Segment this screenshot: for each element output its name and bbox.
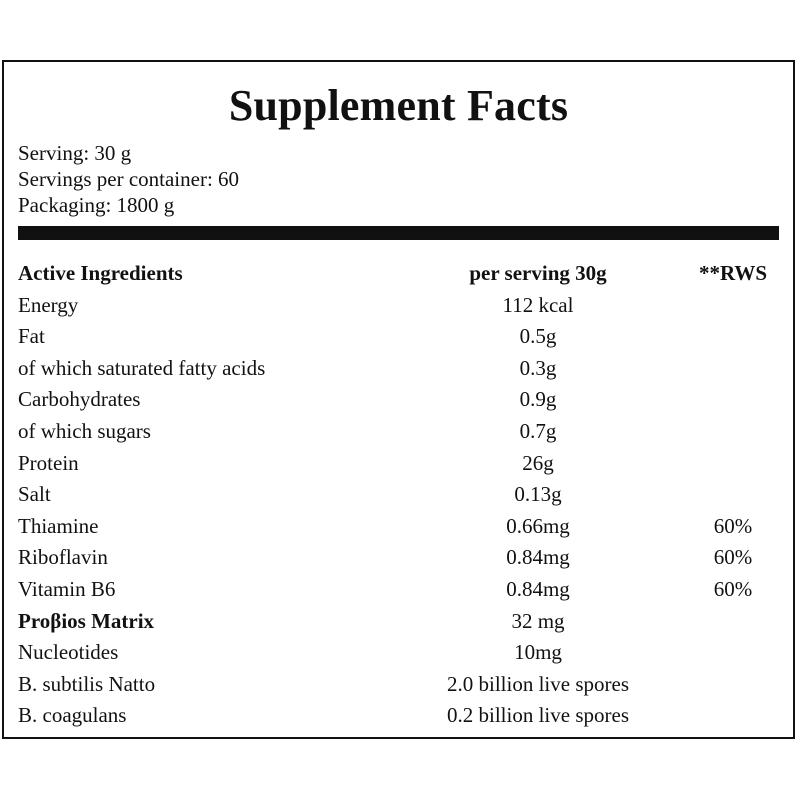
header-rws: **RWS [698,261,768,285]
separator-bar [18,226,779,240]
table-row [18,416,783,448]
ingredient-name: of which saturated fatty acids [18,355,266,380]
ingredient-name: Energy [18,292,79,317]
ingredient-name: B. subtilis Natto [18,671,156,696]
ingredient-amount: 0.2 billion live spores [447,703,629,728]
ingredient-amount: 0.3g [519,355,557,380]
ingredient-rws: 60% [713,513,753,538]
ingredient-rws: 60% [713,545,753,570]
ingredient-amount: 2.0 billion live spores [447,671,629,696]
serving-size: Serving: 30 g [18,141,132,165]
packaging-size: Packaging: 1800 g [18,193,175,217]
ingredient-amount: 0.9g [519,387,557,412]
ingredient-amount: 0.13g [514,482,562,507]
ingredient-name: Nucleotides [18,640,119,665]
table-row [18,384,783,416]
table-row [18,542,783,574]
ingredient-amount: 32 mg [511,608,565,633]
ingredient-name: B. coagulans [18,703,127,728]
ingredient-amount: 0.5g [519,324,557,349]
supplement-facts-label [2,60,795,739]
ingredient-amount: 26g [522,450,554,475]
table-row [18,321,783,353]
label-title: Supplement Facts [228,81,569,130]
ingredient-amount: 112 kcal [502,292,574,317]
table-row [18,606,783,638]
ingredient-amount: 0.7g [519,418,557,443]
ingredient-name: Protein [18,450,79,475]
table-row [18,290,783,322]
table-row [18,574,783,606]
header-active-ingredients: Active Ingredients [18,261,183,285]
table-row [18,637,783,669]
ingredient-name: Thiamine [18,513,99,538]
ingredient-amount: 0.84mg [506,545,570,570]
ingredient-name: Salt [18,482,51,507]
table-header-row [18,258,783,290]
table-row [18,700,783,732]
ingredient-name: of which sugars [18,418,151,443]
ingredients-table [18,258,783,732]
ingredient-name: Fat [18,324,45,349]
ingredient-name: Proβios Matrix [18,608,155,633]
table-row [18,511,783,543]
header-per-serving: per serving 30g [469,261,607,285]
table-row [18,669,783,701]
ingredient-name: Carbohydrates [18,387,141,412]
table-row [18,448,783,480]
ingredient-amount: 10mg [514,640,562,665]
ingredient-amount: 0.66mg [506,513,570,538]
ingredient-rws: 60% [713,576,753,601]
ingredient-amount: 0.84mg [506,576,570,601]
ingredient-name: Vitamin B6 [18,576,116,601]
ingredient-name: Riboflavin [18,545,108,570]
table-row [18,479,783,511]
serving-info [18,140,239,218]
table-row [18,353,783,385]
servings-per-container: Servings per container: 60 [18,167,240,191]
